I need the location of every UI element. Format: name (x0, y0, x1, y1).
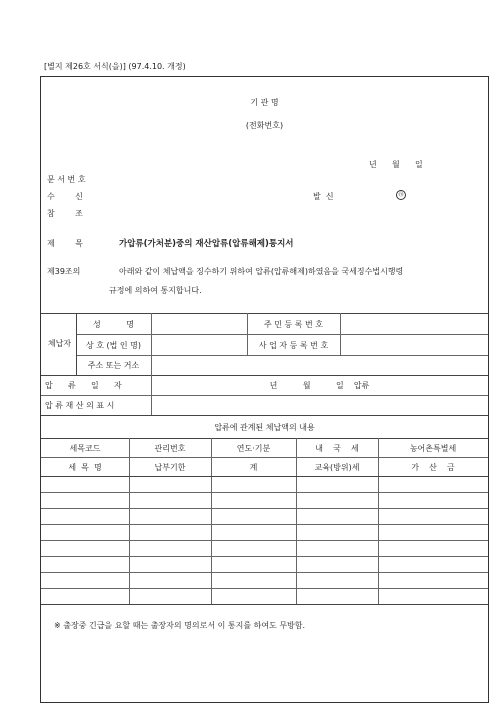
table-header-cell: 세 목 명 (68, 463, 102, 472)
form-number: [별지 제26호 서식(을)] (97.4.10. 개정) (44, 62, 186, 71)
date-label: 년 월 일 (369, 160, 423, 169)
table-header-cell: 관리번호 (154, 444, 186, 453)
table-header-cell: 계 (249, 463, 258, 472)
table-row (41, 476, 488, 492)
notice-line-2: 규정에 의하여 통지합니다. (109, 286, 202, 295)
seized-property-label: 압 류 재 산 의 표 시 (45, 401, 115, 410)
divider (41, 604, 488, 605)
table-header-cell: 세목코드 (69, 444, 101, 453)
divider (76, 355, 488, 356)
divider (41, 457, 488, 458)
divider (41, 375, 488, 376)
seizure-notice-form (40, 76, 489, 703)
table-header-cell: 연도·기분 (236, 444, 271, 453)
sender-label: 발 신 (313, 192, 334, 201)
table-row (41, 540, 488, 556)
table-row (41, 556, 488, 572)
divider (340, 313, 341, 355)
doc-number-label: 문 서 번 호 (47, 175, 86, 184)
reference-label: 참 조 (47, 209, 83, 218)
agency-phone: (전화번호) (245, 121, 284, 130)
footnote: ※ 출장중 긴급을 요할 때는 출장자의 명의로서 이 통지를 하여도 무방함. (54, 621, 306, 630)
subject-label: 제 목 (47, 239, 83, 248)
table-row (41, 508, 488, 524)
divider (41, 395, 488, 396)
divider (151, 313, 152, 415)
seal-icon: ㊞ (396, 190, 406, 200)
divider (41, 438, 488, 439)
business-number-label: 사 업 자 등 록 번 호 (258, 341, 329, 350)
resident-number-label: 주 민 등 록 번 호 (263, 320, 324, 329)
address-label: 주소 또는 거소 (87, 361, 140, 370)
table-header-cell: 납부기한 (154, 463, 186, 472)
taxpayer-label: 체납자 (47, 339, 72, 348)
agency-name: 기 관 명 (250, 98, 279, 107)
seizure-date-value: 년 월 일 압류 (269, 381, 370, 390)
table-header-cell: 농어촌특별세 (409, 444, 457, 453)
table-header-cell: 내 국 세 (315, 444, 359, 453)
table-row (41, 588, 488, 604)
table-header-cell: 가 산 금 (411, 463, 455, 472)
legal-basis-label: 제39조의 (47, 267, 81, 276)
notice-line-1: 아래와 같이 체납액을 징수하기 위하여 압류(압류해제)하였음을 국세징수법시행령 (119, 267, 404, 276)
table-header-cell: 교육(방위)세 (314, 463, 360, 472)
name-label: 성 명 (93, 320, 134, 329)
divider (41, 313, 488, 314)
table-row (41, 572, 488, 588)
seizure-date-label: 압 류 일 자 (45, 381, 122, 390)
divider (76, 334, 488, 335)
divider (41, 415, 488, 416)
arrears-title: 압류에 관계된 체납액의 내용 (214, 423, 315, 432)
subject-text: 가압류(가처분)중의 재산압류(압류해제)통지서 (119, 239, 294, 249)
table-row (41, 492, 488, 508)
recipient-label: 수 신 (47, 192, 83, 201)
table-row (41, 524, 488, 540)
trade-name-label: 상 호 (법 인 명) (85, 341, 142, 350)
